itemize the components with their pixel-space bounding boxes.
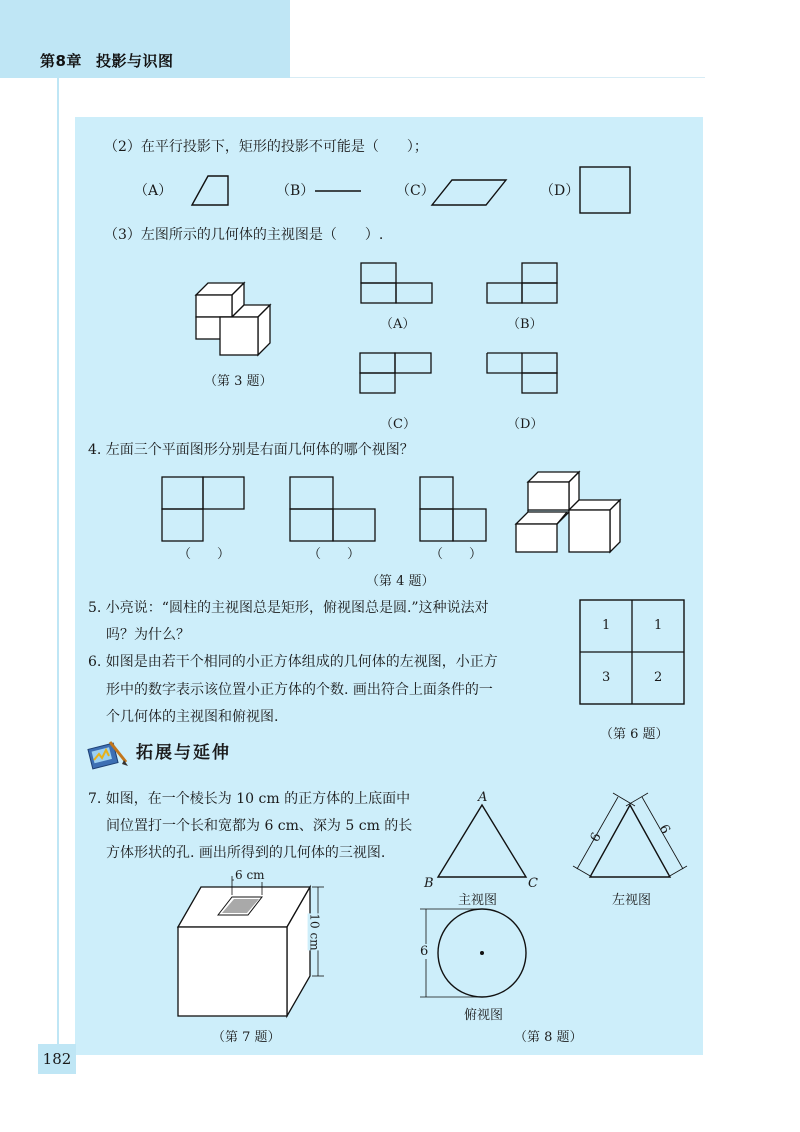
q2-option-a: （A） <box>134 183 173 199</box>
q3-caption: （第 3 题） <box>204 374 273 389</box>
q6-line2: 形中的数字表示该位置小正方体的个数. 画出符合上面条件的一 <box>106 682 493 698</box>
q6-line3: 个几何体的主视图和俯视图. <box>106 709 279 725</box>
q5-line1: 5. 小亮说：“圆柱的主视图总是矩形，俯视图总是圆.”这种说法对 <box>88 600 489 616</box>
chapter-name: 投影与识图 <box>95 52 174 70</box>
q4-blank-2: （ ） <box>308 547 361 562</box>
q8-dim-left: 6 <box>587 830 605 845</box>
q8-left-label: 左视图 <box>612 893 652 908</box>
q7-line3: 方体形状的孔. 画出所得到的几何体的三视图. <box>106 845 386 861</box>
q4-blank-3: （ ） <box>430 547 483 562</box>
q4-caption: （第 4 题） <box>366 574 435 589</box>
q6-line1: 6. 如图是由若干个相同的小正方体组成的几何体的左视图，小正方 <box>88 654 498 670</box>
section-title: 拓展与延伸 <box>136 743 231 763</box>
q6-grid-cell: 3 <box>602 670 611 685</box>
q8-dim-diameter: 6 <box>420 944 429 959</box>
q8-front-triangle <box>438 805 526 877</box>
q8-caption: （第 8 题） <box>514 1030 583 1045</box>
q6-caption: （第 6 题） <box>600 727 669 742</box>
q5-line2: 吗？为什么？ <box>106 627 190 643</box>
q3-option-c: （C） <box>380 417 416 432</box>
q8-vertex-a: A <box>478 790 488 805</box>
q4-blank-1: （ ） <box>178 547 231 562</box>
q2-text: （2）在平行投影下，矩形的投影不可能是（ ）； <box>104 139 428 155</box>
q3-text: （3）左图所示的几何体的主视图是（ ）. <box>104 227 384 243</box>
q2-option-b: （B） <box>276 183 315 199</box>
q8-vertex-b: B <box>424 876 434 891</box>
q7-dim-top: 6 cm <box>235 868 265 882</box>
q2-option-c: （C） <box>396 183 435 199</box>
q7-caption: （第 7 题） <box>212 1030 281 1045</box>
page-number: 182 <box>38 1044 76 1074</box>
q3-option-a: （A） <box>380 317 416 332</box>
chapter-number: 第8章 <box>40 52 82 70</box>
q7-line1: 7. 如图，在一个棱长为 10 cm 的正方体的上底面中 <box>88 791 411 807</box>
q8-top-label: 俯视图 <box>464 1008 504 1023</box>
q6-grid-cell: 2 <box>654 670 663 685</box>
q6-grid-cell: 1 <box>602 618 611 633</box>
q3-option-d: （D） <box>507 417 544 432</box>
q2-option-d: （D） <box>540 183 580 199</box>
q3-option-b: （B） <box>507 317 543 332</box>
q8-vertex-c: C <box>528 876 538 891</box>
q8-front-label: 主视图 <box>458 893 498 908</box>
q6-grid-cell: 1 <box>654 618 663 633</box>
q7-line2: 间位置打一个长和宽都为 6 cm、深为 5 cm 的长 <box>106 818 413 834</box>
q8-dim-right: 6 <box>655 822 673 837</box>
q7-dim-side: 10 cm <box>307 913 322 951</box>
q4-text: 4. 左面三个平面图形分别是右面几何体的哪个视图？ <box>88 442 414 458</box>
